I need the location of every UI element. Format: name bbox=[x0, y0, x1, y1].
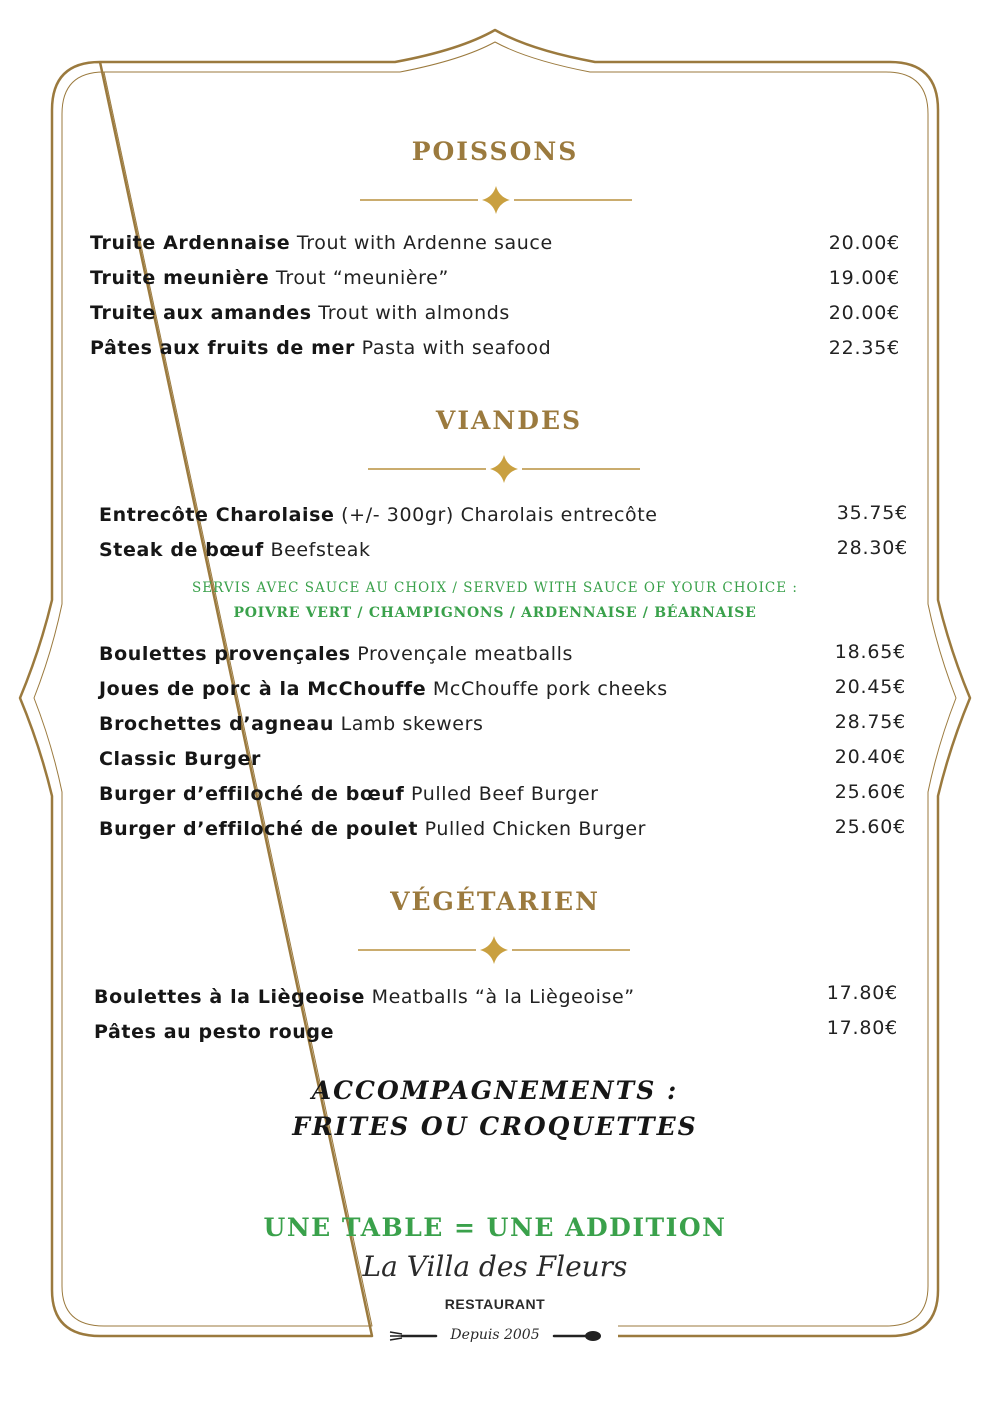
menu-item-classic-burger bbox=[99, 748, 261, 770]
accompagnements-title: ACCOMPAGNEMENTS : bbox=[311, 1076, 679, 1105]
item-price: 18.65€ bbox=[834, 641, 906, 663]
menu-item-truite-amandes bbox=[90, 302, 510, 324]
restaurant-label: RESTAURANT bbox=[444, 1296, 546, 1312]
item-name: Boulettes provençales bbox=[99, 643, 351, 665]
menu-item-burger-boeuf bbox=[99, 783, 599, 805]
section-title-vegetarien: VÉGÉTARIEN bbox=[390, 887, 600, 916]
item-price: 25.60€ bbox=[834, 816, 906, 838]
item-name: Truite aux amandes bbox=[90, 302, 312, 324]
item-name: Classic Burger bbox=[99, 748, 261, 770]
item-name: Burger d’effiloché de bœuf bbox=[99, 783, 405, 805]
section-divider bbox=[360, 186, 632, 216]
since-label: Depuis 2005 bbox=[450, 1327, 540, 1343]
section-divider bbox=[368, 455, 640, 485]
menu-item-steak bbox=[99, 539, 371, 561]
item-price: 22.35€ bbox=[828, 337, 900, 359]
item-price: 35.75€ bbox=[836, 502, 908, 524]
sauce-options: POIVRE VERT / CHAMPIGNONS / ARDENNAISE / BÉARNAISE bbox=[233, 605, 757, 621]
menu-item-boulettes-liegeoise bbox=[94, 986, 635, 1008]
item-price: 17.80€ bbox=[826, 1017, 898, 1039]
item-description: Pulled Beef Burger bbox=[404, 783, 599, 805]
item-price: 20.40€ bbox=[834, 746, 906, 768]
item-description: Lamb skewers bbox=[333, 713, 484, 735]
item-description: Trout “meunière” bbox=[269, 267, 449, 289]
item-name: Pâtes aux fruits de mer bbox=[90, 337, 355, 359]
item-name: Boulettes à la Liègeoise bbox=[94, 986, 365, 1008]
item-description: Trout with Ardenne sauce bbox=[290, 232, 553, 254]
section-title-viandes: VIANDES bbox=[435, 406, 583, 435]
item-price: 17.80€ bbox=[826, 982, 898, 1004]
item-description: Beefsteak bbox=[263, 539, 371, 561]
item-description: McChouffe pork cheeks bbox=[426, 678, 668, 700]
menu-item-brochettes bbox=[99, 713, 484, 735]
section-divider bbox=[358, 936, 630, 966]
table-rule: UNE TABLE = UNE ADDITION bbox=[263, 1213, 727, 1242]
item-price: 25.60€ bbox=[834, 781, 906, 803]
item-description: Trout with almonds bbox=[311, 302, 510, 324]
four-point-star-icon bbox=[482, 186, 510, 214]
item-price: 20.00€ bbox=[828, 302, 900, 324]
item-name: Brochettes d’agneau bbox=[99, 713, 334, 735]
section-title-poissons: POISSONS bbox=[411, 137, 579, 166]
item-description: Provençale meatballs bbox=[350, 643, 573, 665]
item-name: Joues de porc à la McChouffe bbox=[99, 678, 427, 700]
item-name: Entrecôte Charolaise bbox=[99, 504, 335, 526]
accompagnements-options: FRITES OU CROQUETTES bbox=[292, 1112, 698, 1141]
menu-item-pates-fruits-de-mer bbox=[90, 337, 551, 359]
menu-item-burger-poulet bbox=[99, 818, 646, 840]
item-name: Truite Ardennaise bbox=[90, 232, 291, 254]
item-description: Meatballs “à la Liègeoise” bbox=[364, 986, 635, 1008]
item-name: Steak de bœuf bbox=[99, 539, 264, 561]
item-description: Pulled Chicken Burger bbox=[418, 818, 647, 840]
menu-item-pates-pesto bbox=[94, 1021, 334, 1043]
item-price: 28.30€ bbox=[836, 537, 908, 559]
item-description: Pasta with seafood bbox=[354, 337, 552, 359]
item-price: 20.45€ bbox=[834, 676, 906, 698]
four-point-star-icon bbox=[490, 455, 518, 483]
item-name: Burger d’effiloché de poulet bbox=[99, 818, 419, 840]
menu-item-entrecote bbox=[99, 504, 658, 526]
menu-item-boulettes-provencales bbox=[99, 643, 573, 665]
menu-item-truite-ardennaise bbox=[90, 232, 553, 254]
menu-item-joues-de-porc bbox=[99, 678, 668, 700]
item-price: 28.75€ bbox=[834, 711, 906, 733]
item-name: Truite meunière bbox=[90, 267, 270, 289]
item-name: Pâtes au pesto rouge bbox=[94, 1021, 335, 1043]
sauce-note: SERVIS AVEC SAUCE AU CHOIX / SERVED WITH SAUCE OF YOUR CHOICE : bbox=[192, 580, 798, 596]
four-point-star-icon bbox=[480, 936, 508, 964]
item-description: (+/- 300gr) Charolais entrecôte bbox=[334, 504, 658, 526]
spoon-icon bbox=[552, 1329, 602, 1343]
restaurant-logo: La Villa des Fleurs bbox=[362, 1250, 628, 1283]
item-price: 19.00€ bbox=[828, 267, 900, 289]
menu-item-truite-meuniere bbox=[90, 267, 449, 289]
item-price: 20.00€ bbox=[828, 232, 900, 254]
